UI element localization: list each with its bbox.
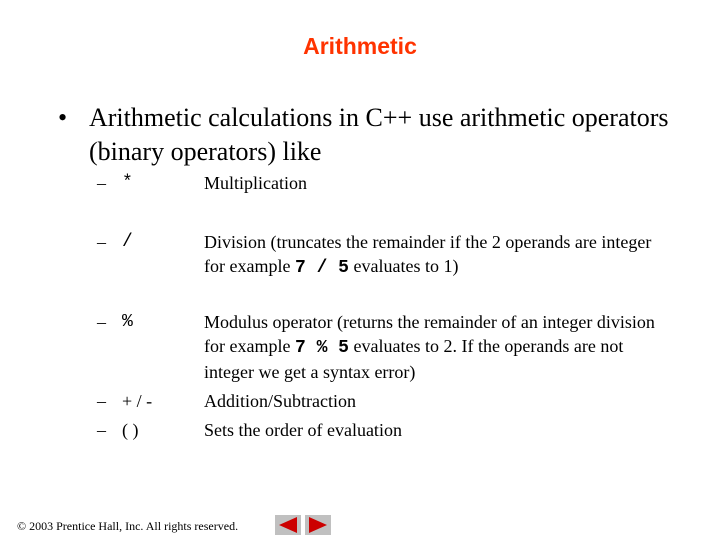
next-slide-button[interactable] bbox=[304, 514, 332, 536]
description-text: Modulus operator (returns the remainder of an integer division for example bbox=[204, 312, 655, 356]
operator-modulus: % bbox=[122, 312, 133, 332]
item-dash: – bbox=[97, 391, 106, 411]
copyright-footer: © 2003 Prentice Hall, Inc. All rights reserved. bbox=[17, 519, 239, 533]
bullet-marker: • bbox=[58, 103, 68, 132]
bullet-text: Arithmetic calculations in C++ use arithmetic operators (binary operators) like bbox=[89, 103, 669, 166]
operator-description bbox=[204, 310, 664, 384]
item-dash: – bbox=[97, 312, 106, 332]
operator-divide: / bbox=[122, 232, 133, 252]
code-example: 7 / 5 bbox=[294, 258, 349, 278]
item-dash: – bbox=[97, 173, 106, 193]
operator-add-subtract: + / - bbox=[122, 391, 153, 411]
operator-description: Sets the order of evaluation bbox=[204, 420, 402, 440]
operator-parentheses: ( ) bbox=[122, 420, 139, 440]
operator-multiply: * bbox=[122, 173, 133, 193]
operator-description: Multiplication bbox=[204, 173, 307, 193]
item-dash: – bbox=[97, 420, 106, 440]
operator-description bbox=[204, 230, 664, 280]
triangle-right-icon bbox=[304, 514, 332, 536]
code-example: 7 % 5 bbox=[294, 338, 349, 358]
triangle-left-icon bbox=[274, 514, 302, 536]
description-text: evaluates to 1) bbox=[348, 256, 459, 276]
description-text: Division (truncates the remainder if the 2 operands are integer for example bbox=[204, 232, 652, 276]
description-text: evaluates to 2. If the operands are not integer we get a syntax error) bbox=[204, 336, 624, 382]
operator-description: Addition/Subtraction bbox=[204, 391, 356, 411]
item-dash: – bbox=[97, 232, 106, 252]
slide-title: Arithmetic bbox=[303, 33, 417, 59]
previous-slide-button[interactable] bbox=[274, 514, 302, 536]
